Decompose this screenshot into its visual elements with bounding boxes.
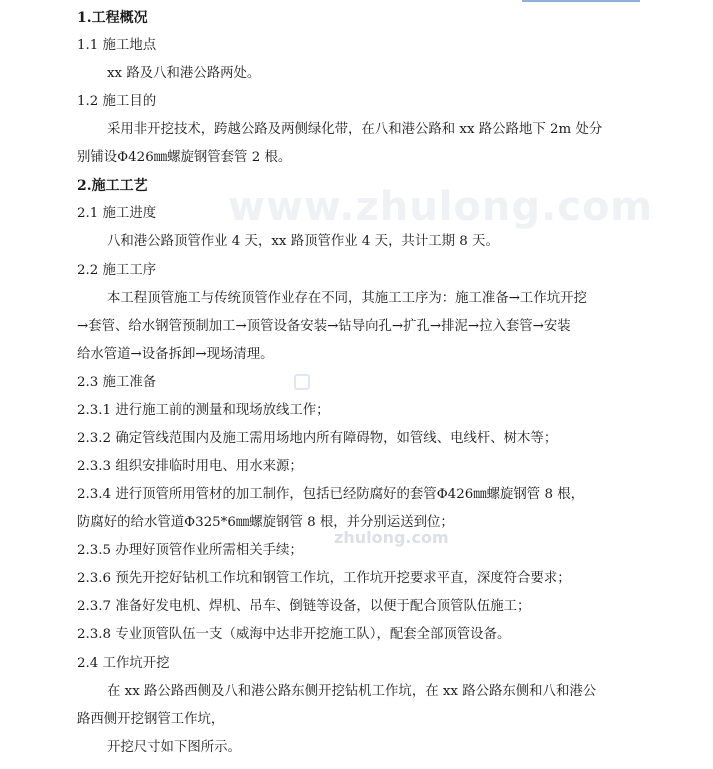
heading-2-4: 2.4 工作坑开挖 <box>77 656 170 671</box>
item-2-3-2: 2.3.2 确定管线范围内及施工需用场地内所有障碍物，如管线、电线杆、树木等； <box>77 431 558 446</box>
item-2-3-6: 2.3.6 预先开挖好钻机工作坑和钢管工作坑，工作坑开挖要求平直，深度符合要求； <box>77 571 571 586</box>
paragraph-process-line-1: 本工程顶管施工与传统顶管作业存在不同，其施工工序为：施工准备→工作坑开挖 <box>107 291 587 306</box>
heading-2-2: 2.2 施工工序 <box>77 263 157 278</box>
item-2-3-4-line-2: 防腐好的给水管道Φ325*6㎜螺旋钢管 8 根，并分别运送到位； <box>77 515 454 530</box>
paragraph-pit-line-1: 在 xx 路公路西侧及八和港公路东侧开挖钻机工作坑，在 xx 路公路东侧和八和港公 <box>107 684 597 699</box>
paragraph-pit-line-3: 开挖尺寸如下图所示。 <box>107 740 241 755</box>
item-2-3-7: 2.3.7 准备好发电机、焊机、吊车、倒链等设备，以便于配合顶管队伍施工； <box>77 599 531 614</box>
item-2-3-5: 2.3.5 办理好顶管作业所需相关手续； <box>77 543 303 558</box>
paragraph-purpose-line-1: 采用非开挖技术，跨越公路及两侧绿化带，在八和港公路和 xx 路公路地下 2m 处分 <box>107 122 603 137</box>
paragraph-process-line-3: 给水管道→设备拆卸→现场清理。 <box>77 347 274 362</box>
item-2-3-8: 2.3.8 专业顶管队伍一支（威海中达非开挖施工队），配套全部顶管设备。 <box>77 627 511 642</box>
paragraph-pit-line-2: 路西侧开挖钢管工作坑， <box>77 712 225 727</box>
heading-2-3: 2.3 施工准备 <box>77 375 157 390</box>
watermark-main: www.zhulong.com <box>228 184 654 230</box>
watermark-logo-icon <box>294 374 310 390</box>
paragraph-purpose-line-2: 别铺设Φ426㎜螺旋钢管套管 2 根。 <box>77 150 292 165</box>
heading-2: 2.施工工艺 <box>77 178 148 194</box>
paragraph-process-line-2: →套管、给水钢管预制加工→顶管设备安装→钻导向孔→扩孔→排泥→拉入套管→安装 <box>77 319 571 334</box>
paragraph-location: xx 路及八和港公路两处。 <box>107 66 261 81</box>
item-2-3-3: 2.3.3 组织安排临时用电、用水来源； <box>77 459 303 474</box>
heading-1-1: 1.1 施工地点 <box>77 38 157 53</box>
window-edge-bar <box>522 0 640 2</box>
item-2-3-1: 2.3.1 进行施工前的测量和现场放线工作； <box>77 403 330 418</box>
item-2-3-4-line-1: 2.3.4 进行顶管所用管材的加工制作，包括已经防腐好的套管Φ426㎜螺旋钢管 8 根， <box>77 487 585 502</box>
heading-1-2: 1.2 施工目的 <box>77 94 157 109</box>
heading-2-1: 2.1 施工进度 <box>77 206 157 221</box>
watermark-sub: zhulong.com <box>334 528 449 547</box>
paragraph-schedule: 八和港公路顶管作业 4 天，xx 路顶管作业 4 天，共计工期 8 天。 <box>107 234 499 249</box>
heading-1: 1.工程概况 <box>77 10 148 26</box>
